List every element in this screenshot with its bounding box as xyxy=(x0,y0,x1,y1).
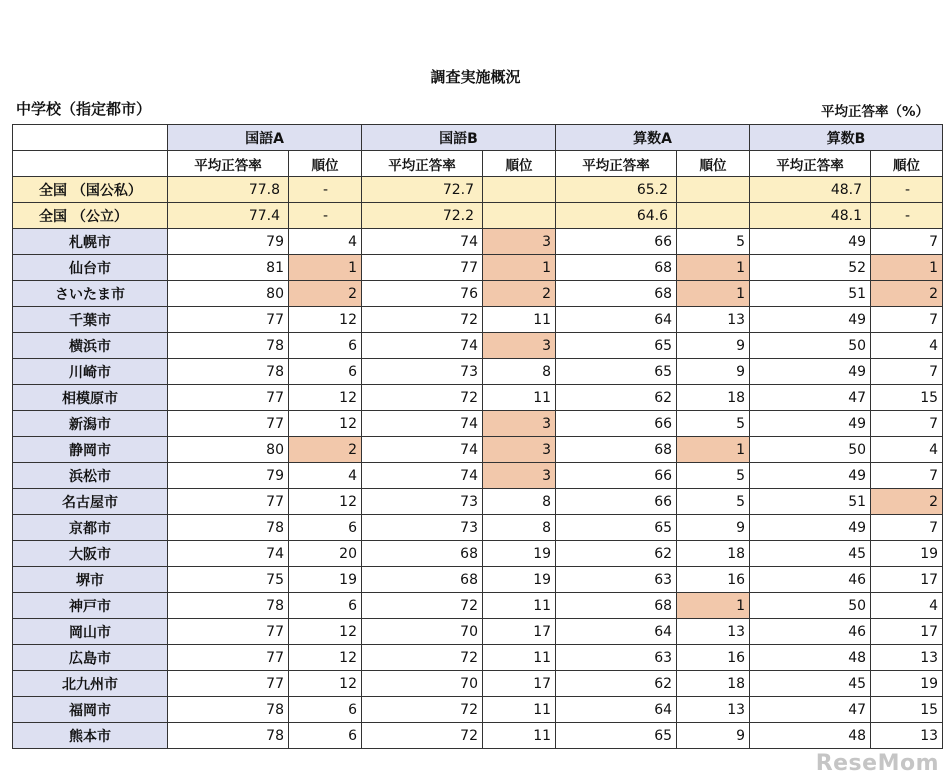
rank-cell: 3 xyxy=(483,411,556,437)
rank-cell: 9 xyxy=(677,515,750,541)
score-cell: 49 xyxy=(750,515,871,541)
city-name: 横浜市 xyxy=(13,333,168,359)
rank-cell: 8 xyxy=(483,489,556,515)
rank-header: 順位 xyxy=(677,151,750,177)
score-cell: 62 xyxy=(556,671,677,697)
score-cell: 45 xyxy=(750,541,871,567)
rank-cell: 20 xyxy=(289,541,362,567)
city-row xyxy=(13,489,943,515)
city-name: 川崎市 xyxy=(13,359,168,385)
city-row xyxy=(13,463,943,489)
subject-header: 算数A xyxy=(556,125,750,151)
city-row xyxy=(13,359,943,385)
rank-cell: 6 xyxy=(289,515,362,541)
rank-cell: 2 xyxy=(289,437,362,463)
score-cell: 74 xyxy=(362,463,483,489)
rank-cell: 6 xyxy=(289,723,362,749)
watermark-logo: ReseMom xyxy=(815,751,939,776)
score-cell: 72.7 xyxy=(362,177,483,203)
score-cell: 64 xyxy=(556,307,677,333)
score-header: 平均正答率 xyxy=(362,151,483,177)
score-cell: 50 xyxy=(750,333,871,359)
city-name: 熊本市 xyxy=(13,723,168,749)
score-cell: 74 xyxy=(168,541,289,567)
score-cell: 80 xyxy=(168,437,289,463)
city-name: 静岡市 xyxy=(13,437,168,463)
score-cell: 79 xyxy=(168,463,289,489)
score-cell: 46 xyxy=(750,567,871,593)
city-name: 新潟市 xyxy=(13,411,168,437)
rank-cell: 17 xyxy=(483,671,556,697)
city-name: 千葉市 xyxy=(13,307,168,333)
rank-cell: 13 xyxy=(677,307,750,333)
rank-cell: 11 xyxy=(483,697,556,723)
rank-cell: 5 xyxy=(677,229,750,255)
rank-cell: 9 xyxy=(677,359,750,385)
rank-header: 順位 xyxy=(871,151,943,177)
city-name: 大阪市 xyxy=(13,541,168,567)
rank-cell: 12 xyxy=(289,619,362,645)
score-cell: 77 xyxy=(362,255,483,281)
score-cell: 63 xyxy=(556,645,677,671)
score-cell: 79 xyxy=(168,229,289,255)
score-cell: 45 xyxy=(750,671,871,697)
city-row xyxy=(13,645,943,671)
score-cell: 64.6 xyxy=(556,203,677,229)
national-row-label: 全国 （公立） xyxy=(13,203,168,229)
rank-cell: 7 xyxy=(871,307,943,333)
city-name: 相模原市 xyxy=(13,385,168,411)
score-cell: 73 xyxy=(362,489,483,515)
city-name: 名古屋市 xyxy=(13,489,168,515)
score-cell: 77.4 xyxy=(168,203,289,229)
score-cell: 64 xyxy=(556,697,677,723)
subject-header: 国語A xyxy=(168,125,362,151)
city-row xyxy=(13,255,943,281)
city-name: 広島市 xyxy=(13,645,168,671)
corner-cell xyxy=(13,151,168,177)
score-cell: 81 xyxy=(168,255,289,281)
score-cell: 72 xyxy=(362,697,483,723)
score-cell: 74 xyxy=(362,229,483,255)
subject-header: 算数B xyxy=(750,125,943,151)
city-row xyxy=(13,411,943,437)
score-cell: 50 xyxy=(750,593,871,619)
national-row-label: 全国 （国公私） xyxy=(13,177,168,203)
score-cell: 77 xyxy=(168,411,289,437)
score-header: 平均正答率 xyxy=(168,151,289,177)
city-row xyxy=(13,541,943,567)
rank-cell: 3 xyxy=(483,463,556,489)
score-cell: 77.8 xyxy=(168,177,289,203)
rank-cell: 7 xyxy=(871,515,943,541)
subject-header: 国語B xyxy=(362,125,556,151)
rank-cell: 19 xyxy=(871,671,943,697)
score-cell: 74 xyxy=(362,411,483,437)
rank-cell: 6 xyxy=(289,359,362,385)
rank-cell: 4 xyxy=(871,593,943,619)
rank-cell: 18 xyxy=(677,541,750,567)
rank-cell: 5 xyxy=(677,463,750,489)
rank-cell: 1 xyxy=(871,255,943,281)
national-row xyxy=(13,203,943,229)
score-cell: 74 xyxy=(362,437,483,463)
rank-cell: 1 xyxy=(677,255,750,281)
score-cell: 47 xyxy=(750,697,871,723)
score-cell: 72.2 xyxy=(362,203,483,229)
city-row xyxy=(13,307,943,333)
score-cell: 48 xyxy=(750,645,871,671)
score-cell: 51 xyxy=(750,281,871,307)
score-cell: 70 xyxy=(362,671,483,697)
score-cell: 72 xyxy=(362,723,483,749)
rank-cell: 7 xyxy=(871,411,943,437)
rank-cell: 2 xyxy=(289,281,362,307)
score-cell: 48.7 xyxy=(750,177,871,203)
score-cell: 65 xyxy=(556,359,677,385)
city-name: 札幌市 xyxy=(13,229,168,255)
rank-cell: 9 xyxy=(677,723,750,749)
score-cell: 78 xyxy=(168,359,289,385)
score-cell: 68 xyxy=(362,567,483,593)
city-row xyxy=(13,567,943,593)
score-cell: 77 xyxy=(168,307,289,333)
rank-cell: 15 xyxy=(871,697,943,723)
rank-cell: 19 xyxy=(483,567,556,593)
rank-cell: 6 xyxy=(289,593,362,619)
score-cell: 73 xyxy=(362,515,483,541)
score-cell: 62 xyxy=(556,385,677,411)
rank-cell: 15 xyxy=(871,385,943,411)
rank-cell: 3 xyxy=(483,333,556,359)
rank-cell: 18 xyxy=(677,385,750,411)
section-title: 中学校（指定都市） xyxy=(16,100,152,118)
rank-cell: 17 xyxy=(483,619,556,645)
rank-cell: 6 xyxy=(289,697,362,723)
rank-cell: 16 xyxy=(677,645,750,671)
score-cell: 48.1 xyxy=(750,203,871,229)
score-cell: 68 xyxy=(556,255,677,281)
rank-cell xyxy=(483,177,556,203)
city-name: 神戸市 xyxy=(13,593,168,619)
rank-cell xyxy=(483,203,556,229)
city-name: 浜松市 xyxy=(13,463,168,489)
rank-cell: 1 xyxy=(289,255,362,281)
rank-cell xyxy=(677,203,750,229)
rank-cell: 13 xyxy=(677,619,750,645)
rank-cell: 11 xyxy=(483,723,556,749)
rank-cell: 5 xyxy=(677,411,750,437)
rank-cell: 12 xyxy=(289,671,362,697)
city-row xyxy=(13,437,943,463)
score-cell: 77 xyxy=(168,671,289,697)
rank-cell xyxy=(677,177,750,203)
rank-cell: 11 xyxy=(483,593,556,619)
score-cell: 78 xyxy=(168,697,289,723)
rank-cell: 13 xyxy=(871,723,943,749)
score-cell: 65 xyxy=(556,723,677,749)
score-cell: 49 xyxy=(750,359,871,385)
city-name: 北九州市 xyxy=(13,671,168,697)
score-cell: 78 xyxy=(168,593,289,619)
city-name: 京都市 xyxy=(13,515,168,541)
score-cell: 46 xyxy=(750,619,871,645)
rank-cell: 6 xyxy=(289,333,362,359)
rank-cell: 13 xyxy=(871,645,943,671)
score-cell: 68 xyxy=(362,541,483,567)
score-cell: 73 xyxy=(362,359,483,385)
score-header: 平均正答率 xyxy=(750,151,871,177)
score-cell: 51 xyxy=(750,489,871,515)
rank-cell: - xyxy=(871,203,943,229)
rank-cell: 1 xyxy=(677,593,750,619)
rank-cell: 7 xyxy=(871,359,943,385)
score-cell: 49 xyxy=(750,229,871,255)
rank-cell: 12 xyxy=(289,645,362,671)
city-row xyxy=(13,593,943,619)
score-cell: 77 xyxy=(168,645,289,671)
rank-header: 順位 xyxy=(289,151,362,177)
corner-cell xyxy=(13,125,168,151)
rank-cell: 2 xyxy=(871,281,943,307)
rank-cell: 19 xyxy=(871,541,943,567)
score-cell: 66 xyxy=(556,411,677,437)
score-cell: 49 xyxy=(750,411,871,437)
score-cell: 77 xyxy=(168,385,289,411)
score-cell: 78 xyxy=(168,515,289,541)
rank-cell: 5 xyxy=(677,489,750,515)
city-row xyxy=(13,723,943,749)
rank-cell: 3 xyxy=(483,437,556,463)
city-row xyxy=(13,697,943,723)
rank-cell: 13 xyxy=(677,697,750,723)
document-title: 調査実施概況 xyxy=(430,68,521,86)
rank-cell: 4 xyxy=(289,229,362,255)
rank-cell: 16 xyxy=(677,567,750,593)
score-cell: 78 xyxy=(168,723,289,749)
city-row xyxy=(13,515,943,541)
score-cell: 49 xyxy=(750,307,871,333)
table-body xyxy=(13,177,943,749)
city-row xyxy=(13,619,943,645)
city-row xyxy=(13,281,943,307)
score-cell: 64 xyxy=(556,619,677,645)
national-row xyxy=(13,177,943,203)
rank-cell: 8 xyxy=(483,359,556,385)
rank-cell: 11 xyxy=(483,645,556,671)
score-cell: 48 xyxy=(750,723,871,749)
score-cell: 72 xyxy=(362,307,483,333)
rank-cell: 1 xyxy=(677,437,750,463)
score-cell: 72 xyxy=(362,593,483,619)
city-row xyxy=(13,333,943,359)
rank-cell: 8 xyxy=(483,515,556,541)
score-cell: 68 xyxy=(556,437,677,463)
city-name: さいたま市 xyxy=(13,281,168,307)
rank-cell: 2 xyxy=(871,489,943,515)
city-row xyxy=(13,385,943,411)
score-cell: 77 xyxy=(168,489,289,515)
rank-cell: 7 xyxy=(871,229,943,255)
rank-cell: 1 xyxy=(483,255,556,281)
score-cell: 68 xyxy=(556,281,677,307)
rank-cell: 3 xyxy=(483,229,556,255)
city-name: 堺市 xyxy=(13,567,168,593)
rank-cell: 7 xyxy=(871,463,943,489)
rank-cell: - xyxy=(289,177,362,203)
city-row xyxy=(13,229,943,255)
rank-cell: 18 xyxy=(677,671,750,697)
score-cell: 72 xyxy=(362,645,483,671)
score-cell: 65.2 xyxy=(556,177,677,203)
rank-cell: 19 xyxy=(483,541,556,567)
rank-cell: 12 xyxy=(289,489,362,515)
rank-cell: 12 xyxy=(289,307,362,333)
score-cell: 50 xyxy=(750,437,871,463)
unit-note: 平均正答率（%） xyxy=(820,104,929,120)
rank-cell: - xyxy=(871,177,943,203)
score-cell: 70 xyxy=(362,619,483,645)
score-cell: 78 xyxy=(168,333,289,359)
rank-cell: 2 xyxy=(483,281,556,307)
score-cell: 66 xyxy=(556,229,677,255)
city-name: 仙台市 xyxy=(13,255,168,281)
rank-cell: 1 xyxy=(677,281,750,307)
score-cell: 65 xyxy=(556,333,677,359)
rank-cell: 4 xyxy=(289,463,362,489)
score-cell: 49 xyxy=(750,463,871,489)
score-cell: 76 xyxy=(362,281,483,307)
rank-cell: 11 xyxy=(483,307,556,333)
score-cell: 75 xyxy=(168,567,289,593)
score-cell: 74 xyxy=(362,333,483,359)
rank-cell: - xyxy=(289,203,362,229)
score-cell: 63 xyxy=(556,567,677,593)
results-table xyxy=(12,124,943,749)
city-row xyxy=(13,671,943,697)
rank-cell: 17 xyxy=(871,619,943,645)
score-cell: 47 xyxy=(750,385,871,411)
score-cell: 68 xyxy=(556,593,677,619)
rank-cell: 9 xyxy=(677,333,750,359)
city-name: 岡山市 xyxy=(13,619,168,645)
sub-header-row xyxy=(13,151,943,177)
score-cell: 66 xyxy=(556,489,677,515)
rank-cell: 4 xyxy=(871,333,943,359)
score-cell: 62 xyxy=(556,541,677,567)
score-cell: 77 xyxy=(168,619,289,645)
rank-cell: 12 xyxy=(289,385,362,411)
rank-cell: 4 xyxy=(871,437,943,463)
score-header: 平均正答率 xyxy=(556,151,677,177)
score-cell: 80 xyxy=(168,281,289,307)
subject-header-row xyxy=(13,125,943,151)
score-cell: 72 xyxy=(362,385,483,411)
city-name: 福岡市 xyxy=(13,697,168,723)
rank-cell: 17 xyxy=(871,567,943,593)
rank-cell: 12 xyxy=(289,411,362,437)
score-cell: 52 xyxy=(750,255,871,281)
score-cell: 66 xyxy=(556,463,677,489)
rank-cell: 11 xyxy=(483,385,556,411)
score-cell: 65 xyxy=(556,515,677,541)
rank-cell: 19 xyxy=(289,567,362,593)
rank-header: 順位 xyxy=(483,151,556,177)
